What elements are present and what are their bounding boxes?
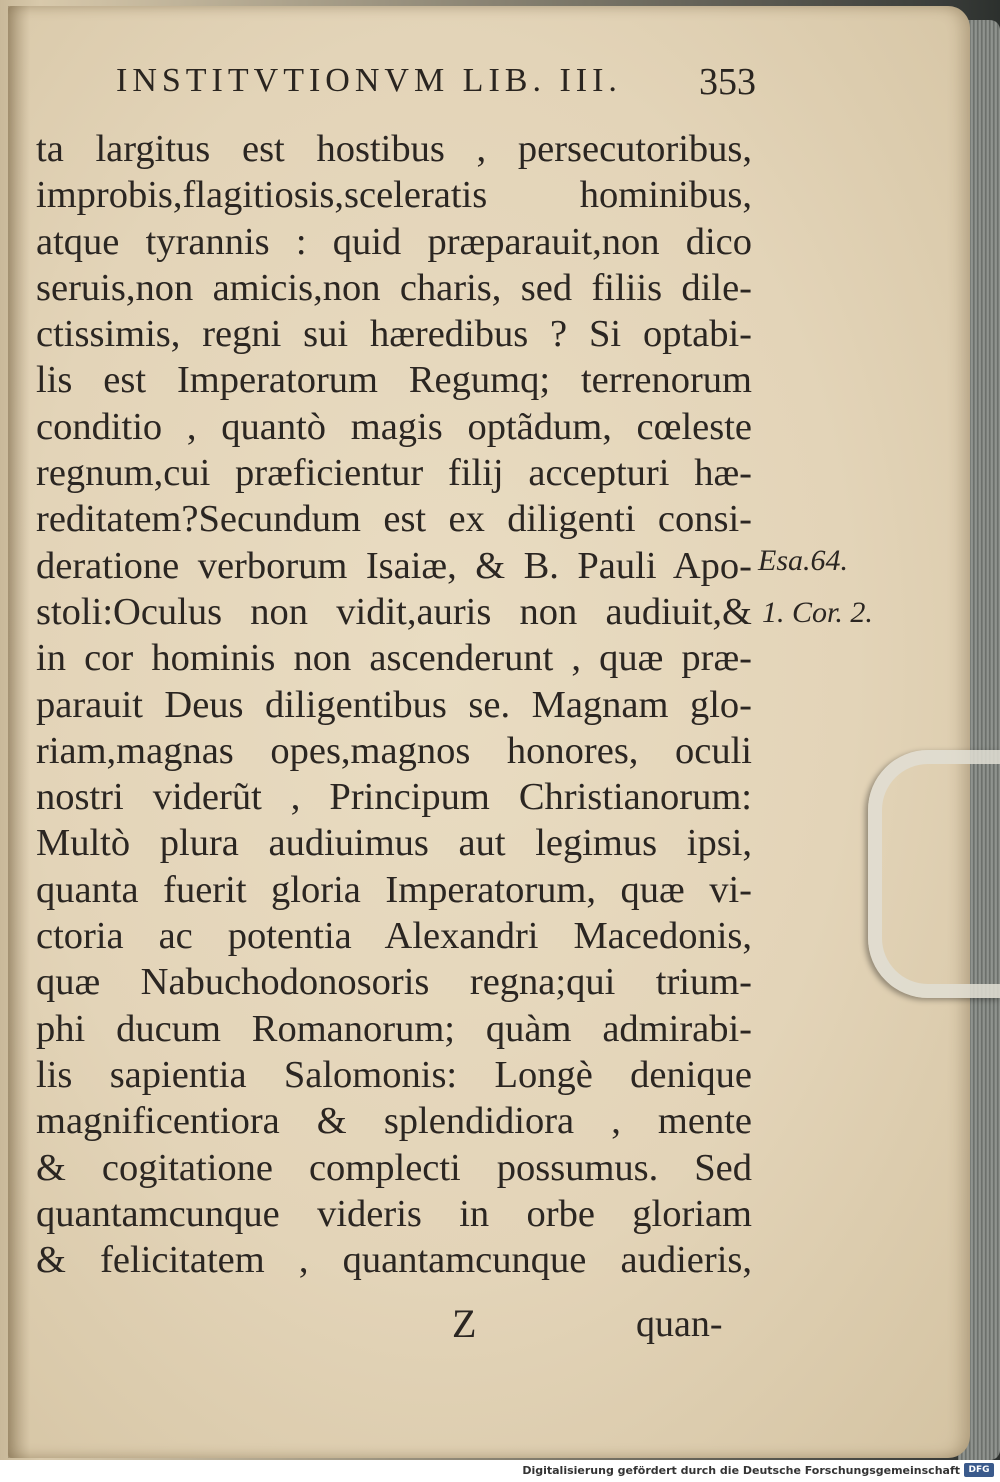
text-line: conditio , quantò magis optãdum, cœleste	[36, 405, 752, 448]
text-line: quæ Nabuchodonosoris regna;qui trium-	[36, 961, 752, 1004]
text-line: seruis,non amicis,non charis, sed filiis dile-	[36, 266, 752, 309]
text-line: lis est Imperatorum Regumq; terrenorum	[36, 359, 752, 402]
text-line: quanta fuerit gloria Imperatorum, quæ vi-	[36, 868, 752, 911]
page-number: 353	[699, 61, 756, 103]
catchword: quan-	[636, 1303, 723, 1345]
text-line: ctissimis, regni sui hæredibus ? Si optabi-	[36, 313, 752, 356]
text-line: stoli:Oculus non vidit,auris non audiuit,&	[36, 590, 752, 633]
text-line: & cogitatione complecti possumus. Sed	[36, 1146, 752, 1189]
text-line: deratione verborum Isaiæ, & B. Pauli Apo-	[36, 544, 752, 587]
text-line: parauit Deus diligentibus se. Magnam glo-	[36, 683, 752, 726]
running-head: INSTITVTIONVM LIB. III.	[116, 62, 622, 99]
text-line: reditatem?Secundum est ex diligenti consi-	[36, 498, 752, 541]
signature-mark: Z	[452, 1301, 477, 1346]
text-line: ctoria ac potentia Alexandri Macedonis,	[36, 915, 752, 958]
text-line: & felicitatem , quantamcunque audieris,	[36, 1239, 752, 1282]
text-line: quantamcunque videris in orbe gloriam	[36, 1192, 752, 1235]
text-line: Multò plura audiuimus aut legimus ipsi,	[36, 822, 752, 865]
body-text	[36, 126, 752, 1283]
text-line: lis sapientia Salomonis: Longè denique	[36, 1053, 752, 1096]
text-line: nostri viderũt , Principum Christianorum:	[36, 776, 752, 819]
text-line: regnum,cui præficientur filij accepturi hæ-	[36, 452, 752, 495]
gutter-shadow	[8, 6, 30, 1458]
text-line: ta largitus est hostibus , persecutoribus,	[36, 128, 752, 170]
page-header	[116, 56, 756, 108]
text-line: riam,magnas opes,magnos honores, oculi	[36, 729, 752, 772]
page-clip	[868, 750, 1000, 998]
funding-notice: Digitalisierung gefördert durch die Deutsche Forschungsgemeinschaft	[522, 1464, 960, 1477]
dfg-logo: DFG	[964, 1463, 994, 1477]
text-line: improbis,flagitiosis,sceleratis hominibus,	[36, 174, 752, 217]
margin-note-corinthians: 1. Cor. 2.	[762, 596, 873, 629]
text-line: in cor hominis non ascenderunt , quæ præ-	[36, 637, 752, 680]
text-line: magnificentiora & splendidiora , mente	[36, 1100, 752, 1143]
text-line: atque tyrannis : quid præparauit,non dico	[36, 220, 752, 263]
margin-note-isaiah: Esa.64.	[758, 544, 848, 577]
text-line: phi ducum Romanorum; quàm admirabi-	[36, 1007, 752, 1050]
